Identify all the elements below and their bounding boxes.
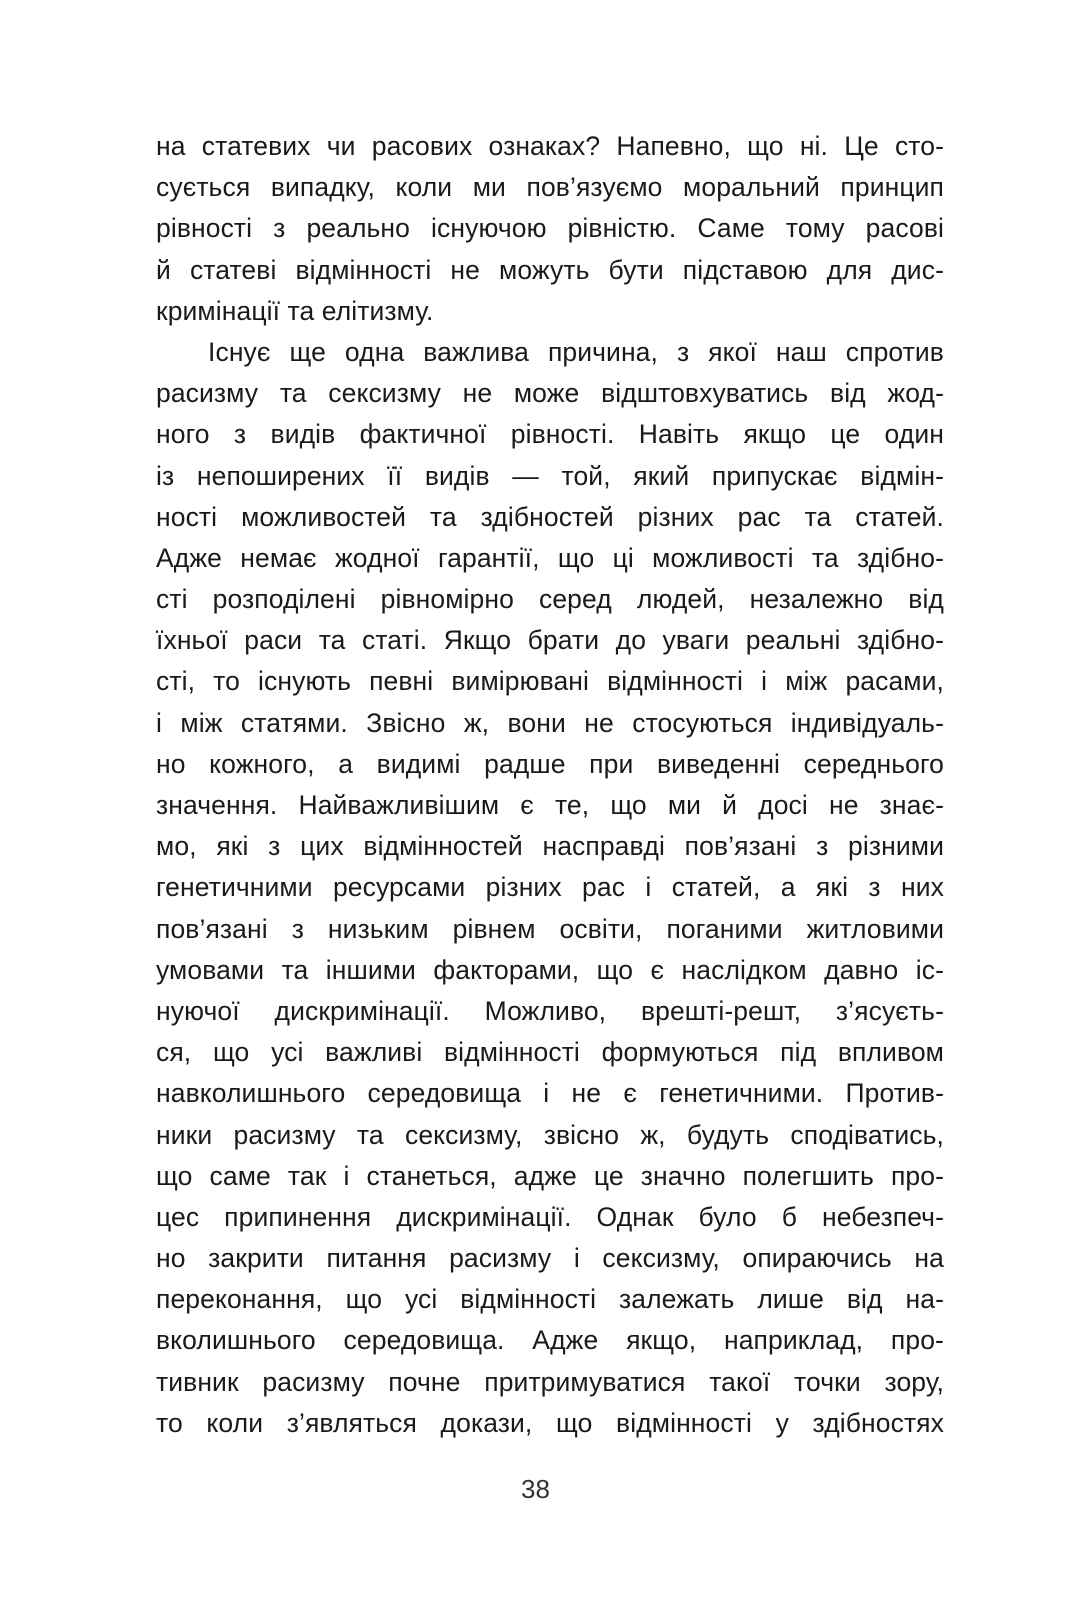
body-text bbox=[156, 126, 944, 1444]
text-line: значення. Найважливішим є те, що ми й досі не знає- bbox=[156, 790, 944, 820]
paragraph-1 bbox=[156, 126, 944, 332]
text-line: то коли з’являться докази, що відмінності у здібностях bbox=[156, 1407, 944, 1438]
text-line: но кожного, а видимі радше при виведенні середнього bbox=[156, 748, 944, 779]
text-line: генетичними ресурсами різних рас і статей, а які з них bbox=[156, 872, 944, 903]
page-number: 38 bbox=[521, 1474, 550, 1504]
text-line: вколишнього середовища. Адже якщо, наприклад, про- bbox=[156, 1325, 944, 1356]
text-line: но закрити питання расизму і сексизму, опираючись на bbox=[156, 1243, 944, 1274]
text-line: ного з видів фактичної рівності. Навіть якщо це один bbox=[156, 419, 944, 450]
text-line: навколишнього середовища і не є генетичними. Против- bbox=[156, 1078, 944, 1109]
text-line: Існує ще одна важлива причина, з якої наш спротив bbox=[208, 336, 944, 367]
text-line: на статевих чи расових ознаках? Напевно, що ні. Це сто- bbox=[156, 131, 944, 161]
text-line: що саме так і станеться, адже це значно полегшить про- bbox=[156, 1160, 944, 1191]
text-line: їхньої раси та статі. Якщо брати до уваги реальні здібно- bbox=[156, 625, 944, 656]
text-line: цес припинення дискримінації. Однак було б небезпеч- bbox=[156, 1201, 944, 1232]
text-line: ності можливостей та здібностей різних рас та статей. bbox=[156, 501, 944, 532]
text-line: рівності з реально існуючою рівністю. Саме тому расові bbox=[156, 213, 944, 244]
text-line: Адже немає жодної гарантії, що ці можливості та здібно- bbox=[156, 542, 944, 573]
text-line: сується випадку, коли ми пов’язуємо моральний принцип bbox=[156, 172, 944, 203]
text-line: переконання, що усі відмінності залежать лише від на- bbox=[156, 1284, 944, 1315]
text-line: мо, які з цих відмінностей насправді пов’язані з різними bbox=[156, 831, 944, 862]
text-line: кримінації та елітизму. bbox=[156, 295, 434, 326]
text-line: сті розподілені рівномірно серед людей, незалежно від bbox=[156, 584, 944, 615]
text-line: й статеві відмінності не можуть бути підставою для дис- bbox=[156, 254, 944, 285]
text-line: і між статями. Звісно ж, вони не стосуються індивідуаль- bbox=[156, 707, 944, 738]
text-line: расизму та сексизму не може відштовхуватись від жод- bbox=[156, 378, 944, 409]
text-line: із непоширених її видів — той, який припускає відмін- bbox=[156, 460, 944, 491]
text-line: пов’язані з низьким рівнем освіти, поганими житловими bbox=[156, 913, 944, 944]
text-line: тивник расизму почне притримуватися такої точки зору, bbox=[156, 1366, 944, 1397]
text-line: умовами та іншими факторами, що є наслідком давно іс- bbox=[156, 954, 944, 985]
text-line: нуючої дискримінації. Можливо, врешті-решт, з’ясуєть- bbox=[156, 995, 944, 1026]
text-line: ся, що усі важливі відмінності формуються під впливом bbox=[156, 1037, 944, 1068]
text-line: ники расизму та сексизму, звісно ж, будуть сподіватись, bbox=[156, 1119, 944, 1150]
paragraph-2 bbox=[156, 332, 944, 1444]
text-line: сті, то існують певні вимірювані відмінності і між расами, bbox=[156, 666, 944, 697]
